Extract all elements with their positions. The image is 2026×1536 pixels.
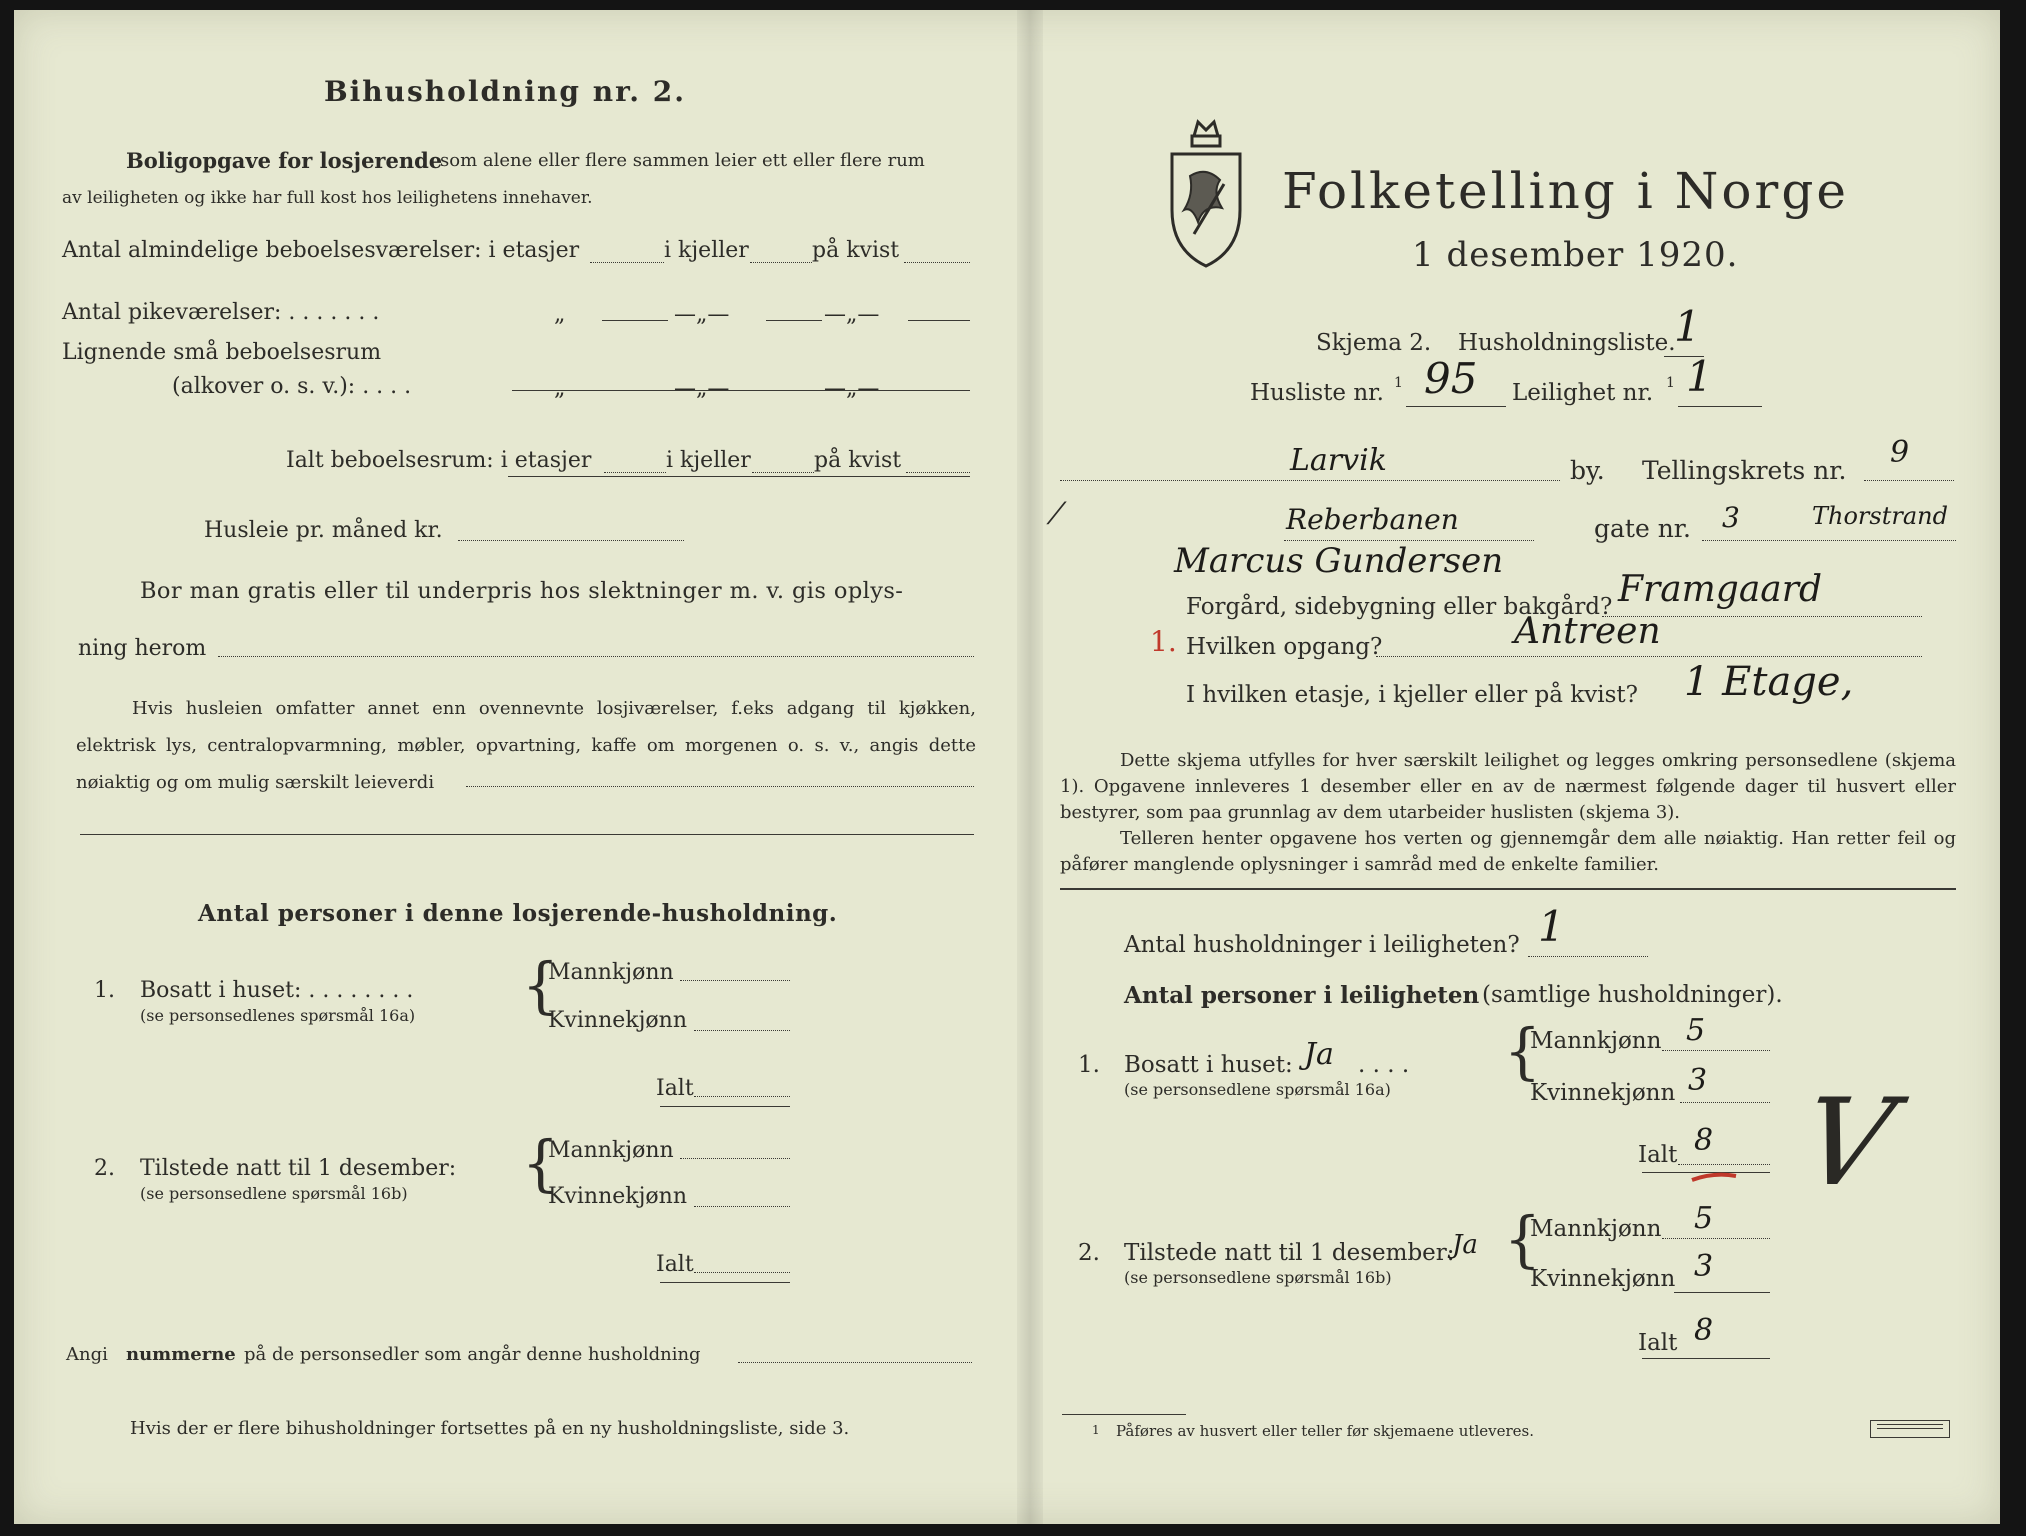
alkover-ditto-3: —„—: [824, 376, 880, 401]
census-form-sheet: [14, 10, 2000, 1524]
rooms-kjeller-line[interactable]: [750, 262, 812, 263]
right-q1-ialt-label: Ialt: [1638, 1142, 1678, 1168]
left-title: Bihusholdning nr. 2.: [324, 75, 686, 108]
right-footnote-mark: 1: [1092, 1423, 1100, 1437]
page-fold: [1017, 10, 1043, 1524]
ialt-etasjer-line[interactable]: [604, 472, 666, 473]
husliste-footnote: 1: [1394, 375, 1403, 391]
alkover-ditto: „: [554, 376, 566, 401]
right-q1-sub: (se personsedlene spørsmål 16a): [1124, 1080, 1391, 1099]
margin-mark: ⁄: [1054, 497, 1060, 532]
left-q1-ialt-underline: [660, 1106, 790, 1107]
right-q1-kvinne-label: Kvinnekjønn: [1530, 1080, 1676, 1106]
hush-line: [1528, 956, 1648, 957]
right-q1-ialt-line: [1678, 1164, 1770, 1165]
gate-value[interactable]: 3: [1722, 501, 1740, 534]
right-q1-brace: {: [1504, 1015, 1541, 1087]
right-persons-heading-bold: Antal personer i leiligheten: [1124, 982, 1480, 1009]
left-q1-ialt-line[interactable]: [694, 1096, 790, 1097]
right-q2-kvinne-line: [1674, 1292, 1770, 1293]
footnote-divider: [1062, 1414, 1186, 1415]
pike-ditto: „: [554, 302, 566, 327]
leilighet-line: [1678, 406, 1762, 407]
left-q1-brace: {: [522, 949, 559, 1021]
intro-rest: som alene eller flere sammen leier ett eller flere rum: [440, 150, 925, 171]
left-q2-num: 2.: [94, 1156, 115, 1181]
opgang-value[interactable]: Antreen: [1514, 611, 1661, 652]
instructions-text-2: Telleren henter opgavene hos verten og gjennemgår dem alle nøiaktig. Han retter feil og påfører manglende oplysninger i samråd med de enkelte familier.: [1060, 828, 1956, 875]
husliste-label: Husliste nr.: [1250, 380, 1384, 406]
forgard-value[interactable]: Framgaard: [1618, 569, 1823, 610]
city-value[interactable]: Larvik: [1290, 443, 1387, 478]
husholdningsliste-value[interactable]: 1: [1674, 302, 1701, 351]
right-q2-kvinne-value[interactable]: 3: [1694, 1249, 1714, 1284]
ialt-kjeller: i kjeller: [666, 448, 751, 473]
ialt-kvist-line[interactable]: [906, 472, 970, 473]
ialt-rooms-label: Ialt beboelsesrum: i etasjer: [286, 448, 592, 473]
right-title: Folketelling i Norge: [1282, 162, 1849, 220]
left-q2-mann-line[interactable]: [680, 1158, 790, 1159]
hush-label: Antal husholdninger i leiligheten?: [1124, 932, 1520, 958]
left-q2-mann: Mannkjønn: [548, 1138, 674, 1163]
ialt-underline: [508, 476, 970, 477]
etasje-label: I hvilken etasje, i kjeller eller på kvist?: [1186, 682, 1638, 708]
angi-pre: Angi: [66, 1344, 108, 1365]
alkover-ditto-2: —„—: [674, 376, 730, 401]
right-q1-dots: . . . .: [1358, 1052, 1410, 1078]
gratis-line2: ning herom: [78, 636, 207, 661]
right-q1-mann-line: [1662, 1050, 1770, 1051]
rooms-label: Antal almindelige beboelsesværelser: i etasjer: [62, 238, 580, 263]
right-q1-kvinne-value[interactable]: 3: [1688, 1063, 1708, 1098]
left-q2-ialt-underline: [660, 1282, 790, 1283]
tellingskrets-value[interactable]: 9: [1890, 435, 1910, 470]
pike-line-3[interactable]: [908, 320, 970, 321]
right-q1-kvinne-line: [1680, 1102, 1770, 1103]
alkover-label: (alkover o. s. v.): . . . .: [172, 374, 412, 399]
intro-line2: av leiligheten og ikke har full kost hos leilighetens innehaver.: [62, 188, 593, 208]
inclusive-text: Hvis husleien omfatter annet enn ovennevnte losjiværelser, f.eks adgang til kjøkken, elektrisk lys, centralopvarmning, møbler, opvartning, kaffe om morgenen o. s. v., angis dette nøiaktig og om mulig særskilt leieverdi: [76, 698, 976, 793]
gratis-line1: Bor man gratis eller til underpris hos slektninger m. v. gis oplys-: [140, 578, 904, 604]
skjema-label: Skjema 2.: [1316, 330, 1432, 356]
left-q2-label: Tilstede natt til 1 desember:: [140, 1156, 457, 1181]
right-q2-mann-label: Mannkjønn: [1530, 1216, 1662, 1242]
left-q1-mann-line[interactable]: [680, 980, 790, 981]
leilighet-value[interactable]: 1: [1686, 352, 1713, 401]
pike-line-1[interactable]: [602, 320, 668, 321]
left-q2-sub: (se personsedlene spørsmål 16b): [140, 1184, 408, 1203]
left-q1-ialt: Ialt: [656, 1076, 694, 1101]
right-q1-label: Bosatt i huset:: [1124, 1052, 1293, 1078]
right-date: 1 desember 1920.: [1412, 235, 1739, 275]
pike-line-2[interactable]: [766, 320, 822, 321]
right-q2-ialt-label: Ialt: [1638, 1330, 1678, 1356]
husleie-label: Husleie pr. måned kr.: [204, 518, 443, 543]
right-q1-answer[interactable]: Ja: [1304, 1037, 1334, 1072]
rooms-kvist: på kvist: [812, 238, 900, 263]
opgang-label: Hvilken opgang?: [1186, 634, 1383, 660]
owner-value[interactable]: Marcus Gundersen: [1174, 541, 1504, 581]
inclusive-line[interactable]: [466, 786, 974, 787]
husholdningsliste-label: Husholdningsliste.: [1458, 330, 1676, 356]
right-q2-sub: (se personsedlene spørsmål 16b): [1124, 1268, 1392, 1287]
right-q2-ialt-underline: [1642, 1358, 1770, 1359]
right-q2-mann-value[interactable]: 5: [1694, 1201, 1714, 1236]
right-q1-ialt-value[interactable]: 8: [1694, 1123, 1714, 1158]
left-q1-kvinne-line[interactable]: [694, 1030, 790, 1031]
right-q2-brace: {: [1504, 1203, 1541, 1275]
husleie-line[interactable]: [458, 540, 684, 541]
red-underline-mark-icon: [1690, 1170, 1740, 1184]
ialt-kjeller-line[interactable]: [752, 472, 814, 473]
small-rooms-label: Lignende små beboelsesrum: [62, 340, 382, 365]
left-q1-mann: Mannkjønn: [548, 960, 674, 985]
section-divider: [1060, 888, 1956, 890]
left-footer: Hvis der er flere bihusholdninger fortsettes på en ny husholdningsliste, side 3.: [130, 1418, 850, 1439]
right-q1-mann-value[interactable]: 5: [1686, 1013, 1706, 1048]
left-persons-heading: Antal personer i denne losjerende-husholdning.: [198, 900, 838, 927]
tellingskrets-label: Tellingskrets nr.: [1642, 456, 1847, 485]
left-q2-kvinne: Kvinnekjønn: [548, 1184, 687, 1209]
right-q1-num: 1.: [1078, 1052, 1100, 1078]
forgard-label: Forgård, sidebygning eller bakgård?: [1186, 594, 1613, 620]
gratis-line[interactable]: [218, 656, 974, 657]
printer-stamp: [1870, 1420, 1950, 1438]
pike-ditto-2: —„—: [674, 302, 730, 327]
right-persons-heading-rest: (samtlige husholdninger).: [1482, 982, 1783, 1008]
gate-extra[interactable]: Thorstrand: [1812, 502, 1948, 530]
check-mark-icon: V: [1791, 1074, 1904, 1213]
rooms-kjeller: i kjeller: [664, 238, 749, 263]
gate-label: gate nr.: [1594, 514, 1691, 543]
right-q2-answer[interactable]: Ja: [1452, 1230, 1478, 1260]
left-q2-ialt: Ialt: [656, 1252, 694, 1277]
husliste-line: [1406, 406, 1506, 407]
pike-label: Antal pikeværelser: . . . . . . .: [62, 300, 380, 325]
right-q1-mann-label: Mannkjønn: [1530, 1028, 1662, 1054]
angi-rest: på de personsedler som angår denne husholdning: [244, 1344, 701, 1365]
intro-bold: Boligopgave for losjerende: [126, 148, 443, 173]
leilighet-label: Leilighet nr.: [1512, 380, 1654, 406]
right-q2-num: 2.: [1078, 1240, 1100, 1266]
pike-ditto-3: —„—: [824, 302, 880, 327]
city-line: [1060, 480, 1560, 481]
angi-bold: nummerne: [126, 1344, 236, 1365]
right-footnote: Påføres av husvert eller teller før skjemaene utleveres.: [1116, 1422, 1534, 1440]
left-q2-brace: {: [522, 1127, 559, 1199]
left-q1-kvinne: Kvinnekjønn: [548, 1008, 687, 1033]
alkover-line[interactable]: [512, 390, 970, 391]
street-value[interactable]: Reberbanen: [1286, 503, 1459, 536]
right-q2-mann-line: [1662, 1238, 1770, 1239]
left-q1-num: 1.: [94, 978, 115, 1003]
right-q2-ialt-value[interactable]: 8: [1694, 1313, 1714, 1348]
hush-value[interactable]: 1: [1538, 902, 1565, 951]
ialt-kvist: på kvist: [814, 448, 902, 473]
right-q2-label: Tilstede natt til 1 desember:: [1124, 1240, 1455, 1266]
inclusive-line-2[interactable]: [80, 834, 974, 835]
left-q2-kvinne-line[interactable]: [694, 1206, 790, 1207]
left-q1-label: Bosatt i huset: . . . . . . . .: [140, 978, 414, 1003]
angi-line[interactable]: [738, 1362, 972, 1363]
opgang-line: [1376, 656, 1922, 657]
leilighet-footnote: 1: [1666, 375, 1675, 391]
norwegian-coat-of-arms-icon: [1164, 114, 1248, 270]
left-q2-ialt-line[interactable]: [694, 1272, 790, 1273]
rooms-etasjer-line[interactable]: [590, 262, 664, 263]
left-q1-sub: (se personsedlenes spørsmål 16a): [140, 1006, 416, 1025]
instructions-text: Dette skjema utfylles for hver særskilt leilighet og legges omkring personsedlene (skjema 1). Opgavene innleveres 1 desember eller en av de nærmest følgende dager til husvert eller bestyrer, som paa grunnlag av dem utarbeider huslisten (skjema 3).: [1060, 750, 1956, 823]
husliste-value[interactable]: 95: [1424, 354, 1478, 403]
rooms-kvist-line[interactable]: [904, 262, 970, 263]
tellingskrets-line: [1864, 480, 1954, 481]
gate-line: [1702, 540, 1956, 541]
right-q2-kvinne-label: Kvinnekjønn: [1530, 1266, 1676, 1292]
etasje-value[interactable]: 1 Etage,: [1684, 659, 1854, 705]
opgang-red-mark: 1.: [1150, 625, 1177, 658]
by-label: by.: [1570, 456, 1605, 485]
